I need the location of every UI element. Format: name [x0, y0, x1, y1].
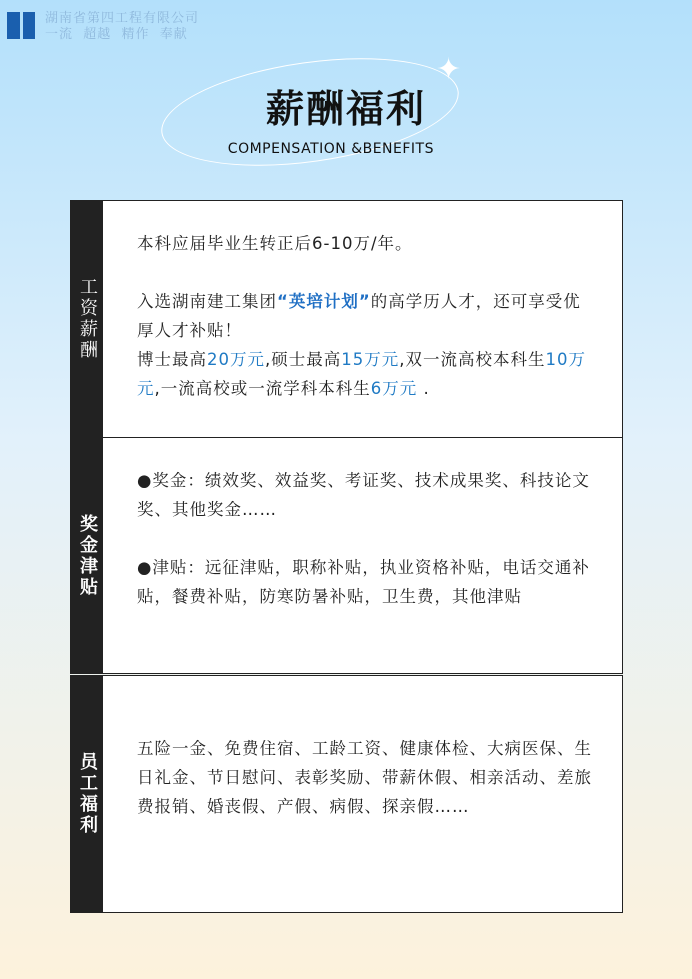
text: ,硕士最高: [265, 350, 342, 369]
section-label: 工资薪酬: [71, 201, 103, 437]
section-body: [103, 676, 622, 912]
section-label: 奖金津贴: [71, 438, 103, 673]
highlight: 20万元: [207, 350, 265, 369]
company-logo: [7, 12, 35, 39]
text: ,一流高校或一流学科本科生: [154, 379, 371, 398]
paragraph: 本科应届毕业生转正后6-10万/年。: [137, 234, 413, 253]
section-body: [103, 438, 622, 673]
text: 博士最高: [137, 350, 207, 369]
company-name: 湖南省第四工程有限公司: [45, 11, 200, 26]
highlight: 10万元: [137, 350, 586, 398]
company-slogan: 一流 超越 精作 奉献: [45, 27, 188, 42]
paragraph: 五险一金、免费住宿、工龄工资、健康体检、大病医保、生日礼金、节日慰问、表彰奖励、带薪休假、相亲活动、差旅费报销、婚丧假、产假、病假、探亲假……: [137, 739, 592, 816]
paragraph: ●津贴：远征津贴，职称补贴，执业资格补贴，电话交通补贴，餐费补贴，防寒防暑补贴，卫生费，其他津贴: [137, 558, 590, 606]
text: 的高学历人才，还可享受优厚人才补贴！: [137, 292, 581, 340]
highlight: 15万元: [341, 350, 400, 369]
section-body: [103, 201, 622, 437]
highlight: “英培计划”: [277, 292, 371, 311]
paragraph: [137, 345, 592, 403]
section-benefits: [70, 675, 623, 913]
text: ,双一流高校本科生: [399, 350, 546, 369]
sparkle-icon: ✦: [436, 52, 462, 87]
text: 入选湖南建工集团: [137, 292, 277, 311]
company-header: [45, 11, 199, 43]
page-title: 薪酬福利: [265, 87, 426, 131]
page-subtitle: COMPENSATION &BENEFITS: [227, 141, 434, 157]
section-salary: [70, 200, 623, 438]
section-label: 员工福利: [71, 676, 103, 912]
text: .: [417, 379, 430, 398]
paragraph: ●奖金：绩效奖、效益奖、考证奖、技术成果奖、科技论文奖、其他奖金……: [137, 471, 590, 519]
section-bonus: [70, 437, 623, 674]
paragraph: [137, 287, 592, 345]
highlight: 6万元: [370, 379, 418, 398]
